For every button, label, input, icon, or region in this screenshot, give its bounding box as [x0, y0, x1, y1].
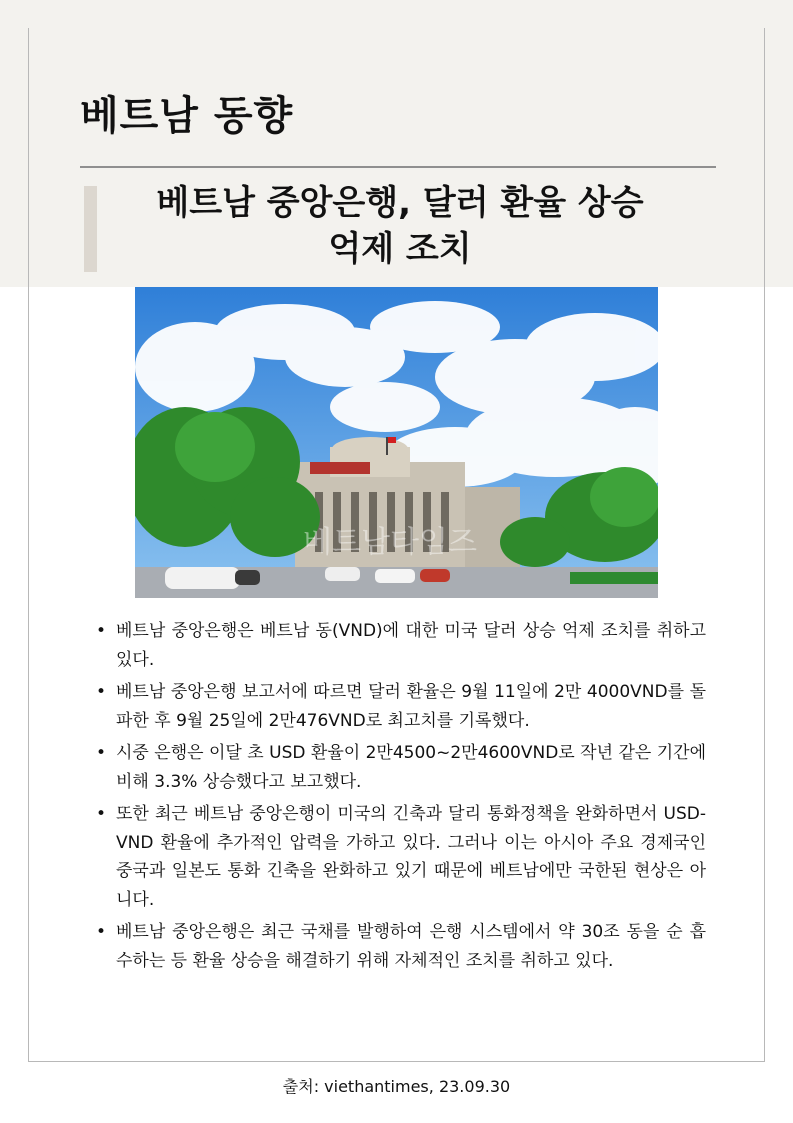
bullet-text: 베트남 중앙은행은 최근 국채를 발행하여 은행 시스템에서 약 30조 동을 순 흡수하는 등 환율 상승을 해결하기 위해 자체적인 조치를 취하고 있다. — [116, 922, 706, 971]
bullet-icon: • — [96, 804, 107, 824]
source-citation: 출처: viethantimes, 23.09.30 — [282, 1077, 511, 1096]
bullet-icon: • — [96, 621, 107, 641]
bullet-text: 베트남 중앙은행은 베트남 동(VND)에 대한 미국 달러 상승 억제 조치를 취하고 있다. — [116, 621, 706, 670]
list-item — [94, 918, 706, 975]
list-item — [94, 800, 706, 914]
bullet-text: 베트남 중앙은행 보고서에 따르면 달러 환율은 9월 11일에 2만 4000VND를 돌파한 후 9월 25일에 2만476VND로 최고치를 기록했다. — [116, 682, 706, 731]
list-item — [94, 617, 706, 674]
article-bullet-list — [94, 617, 706, 979]
list-item — [94, 739, 706, 796]
headline-line-1: 베트남 중앙은행, 달러 환율 상승 — [156, 183, 644, 223]
bullet-icon: • — [96, 682, 107, 702]
article-headline — [110, 180, 690, 272]
article-photo — [135, 287, 658, 598]
state-bank-building-image — [135, 287, 658, 598]
bullet-text: 시중 은행은 이달 초 USD 환율이 2만4500~2만4600VND로 작년 같은 기간에 비해 3.3% 상승했다고 보고했다. — [116, 743, 706, 792]
bullet-text: 또한 최근 베트남 중앙은행이 미국의 긴축과 달리 통화정책을 완화하면서 USD-VND 환율에 추가적인 압력을 가하고 있다. 그러나 이는 아시아 주요 경제국인 중국과 일본도 통화 긴축을 완화하고 있기 때문에 베트남에만 국한된 현상은 아니다. — [116, 804, 706, 910]
headline-line-2: 억제 조치 — [328, 229, 472, 269]
title-divider — [80, 166, 716, 168]
list-item — [94, 678, 706, 735]
headline-accent-bar — [84, 186, 97, 272]
photo-watermark: 베트남타임즈 — [303, 525, 477, 560]
bullet-icon: • — [96, 743, 107, 763]
section-title: 베트남 동향 — [80, 93, 294, 139]
bullet-icon: • — [96, 922, 107, 942]
